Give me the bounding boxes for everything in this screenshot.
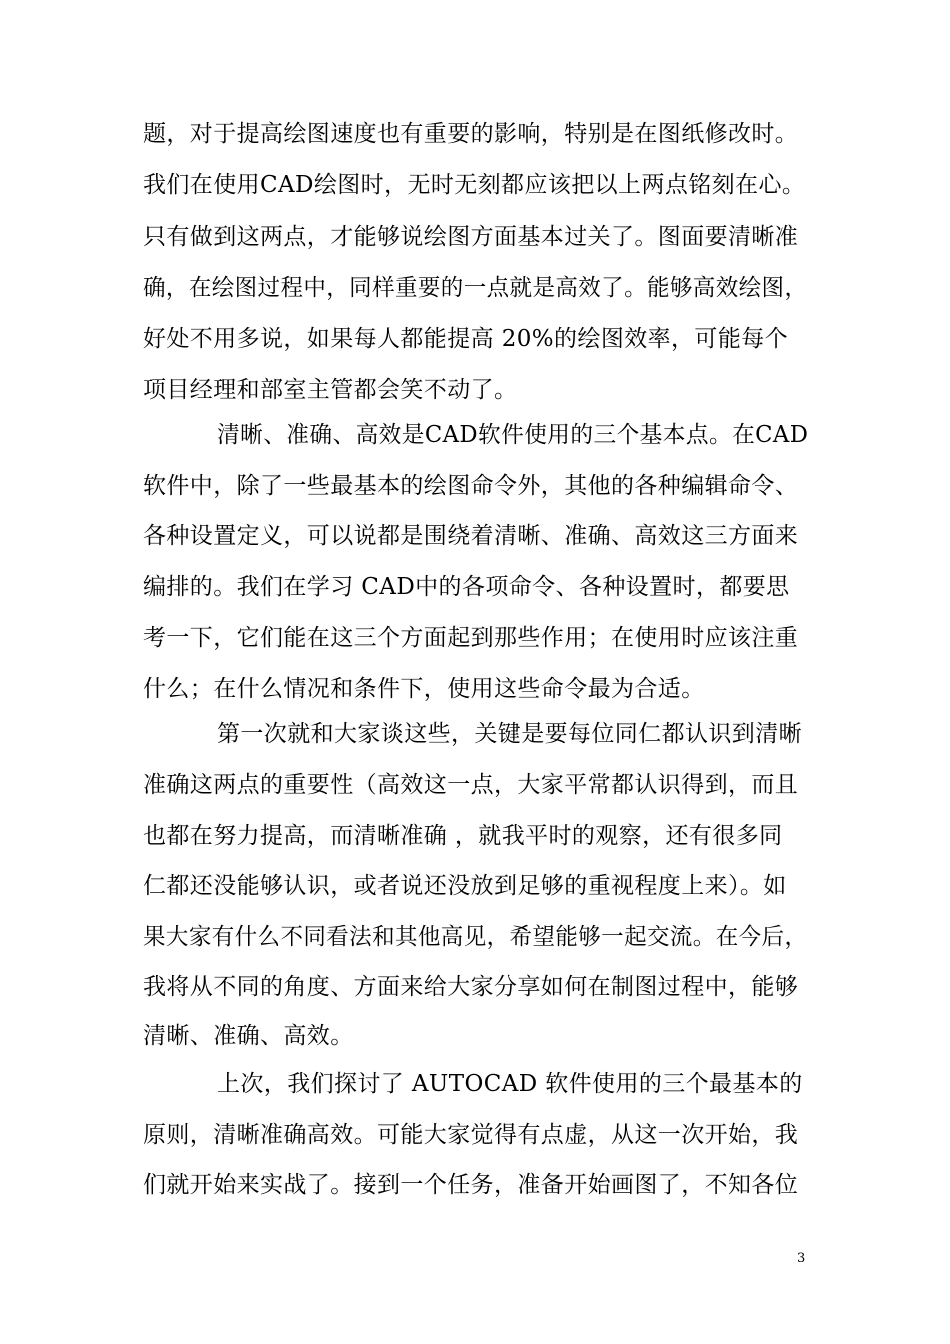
paragraph-1-line-5: 好处不用多说，如果每人都能提高 20%的绘图效率，可能每个 [143,326,789,352]
paragraph-2-line-3: 各种设置定义，可以说都是围绕着清晰、准确、高效这三方面来 [143,523,799,549]
paragraph-1-line-6: 项目经理和部室主管都会笑不动了。 [143,377,518,403]
paragraph-1-line-1: 题，对于提高绘图速度也有重要的影响，特别是在图纸修改时。 [143,121,799,147]
paragraph-2-line-5: 考一下，它们能在这三个方面起到那些作用；在使用时应该注重 [143,625,799,651]
page-number: 3 [797,1251,806,1266]
paragraph-3-line-7: 清晰、准确、高效。 [143,1023,354,1049]
paragraph-3-line-1: 第一次就和大家谈这些，关键是要每位同仁都认识到清晰 [217,721,802,747]
paragraph-4-line-2: 原则，清晰准确高效。可能大家觉得有点虚，从这一次开始，我 [143,1122,799,1148]
paragraph-2-line-1: 清晰、准确、高效是CAD软件使用的三个基本点。在CAD [217,422,809,448]
paragraph-2-line-2: 软件中，除了一些最基本的绘图命令外，其他的各种编辑命令、 [143,473,799,499]
paragraph-1-line-4: 确，在绘图过程中，同样重要的一点就是高效了。能够高效绘图， [143,275,808,301]
paragraph-1-line-3: 只有做到这两点，才能够说绘图方面基本过关了。图面要清晰准 [143,224,799,250]
paragraph-3-line-4: 仁都还没能够认识，或者说还没放到足够的重视程度上来）。如 [143,873,787,899]
paragraph-3-line-2: 准确这两点的重要性（高效这一点，大家平常都认识得到，而且 [143,772,799,798]
paragraph-2-line-6: 什么；在什么情况和条件下，使用这些命令最为合适。 [143,676,705,702]
paragraph-1-line-2: 我们在使用CAD绘图时，无时无刻都应该把以上两点铭刻在心。 [143,172,806,198]
paragraph-2-line-4: 编排的。我们在学习 CAD中的各项命令、各种设置时，都要思 [143,574,790,600]
paragraph-3-line-6: 我将从不同的角度、方面来给大家分享如何在制图过程中，能够 [143,974,799,1000]
paragraph-4-line-3: 们就开始来实战了。接到一个任务，准备开始画图了，不知各位 [143,1172,799,1198]
paragraph-3-line-3: 也都在努力提高，而清晰准确 ，就我平时的观察，还有很多同 [143,823,783,849]
paragraph-3-line-5: 果大家有什么不同看法和其他高见，希望能够一起交流。在今后， [143,924,808,950]
paragraph-4-line-1: 上次，我们探讨了 AUTOCAD 软件使用的三个最基本的 [217,1071,803,1097]
